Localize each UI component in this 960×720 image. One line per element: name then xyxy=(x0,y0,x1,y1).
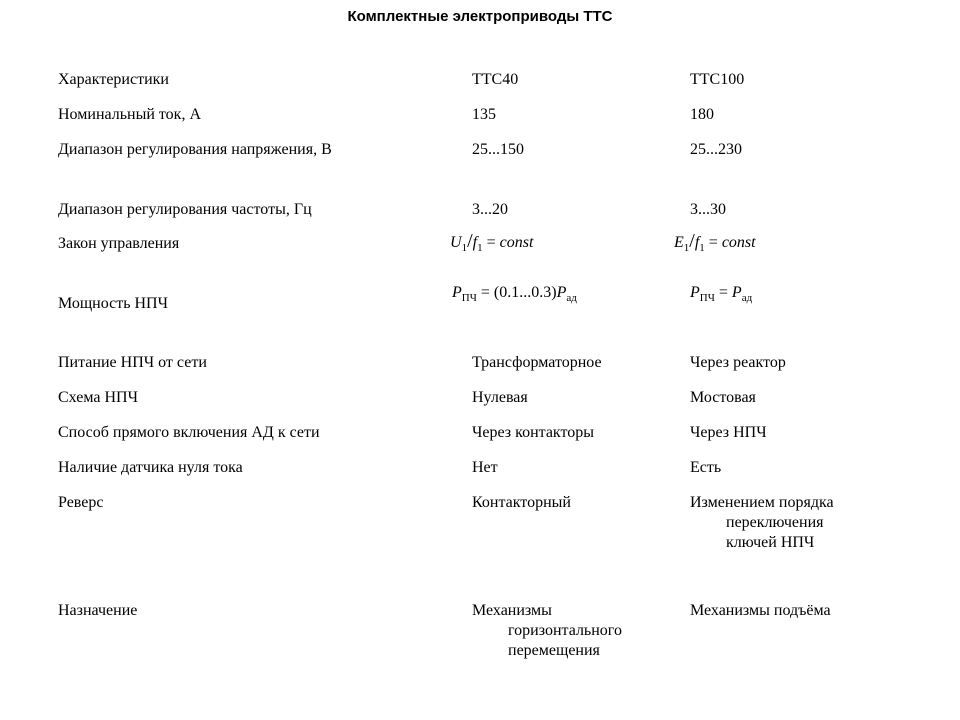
control-law-formula: $E_1/f_1$ = const xyxy=(674,230,756,254)
row-label: Диапазон регулирования напряжения, В xyxy=(58,141,332,158)
row-value: 3...20 xyxy=(472,201,508,218)
row-value: Нет xyxy=(472,459,498,476)
row-value: 3...30 xyxy=(690,201,726,218)
page-title: Комплектные электроприводы ТТС xyxy=(347,8,613,25)
row-value: Нулевая xyxy=(472,389,528,406)
row-value: Механизмы горизонтального перемещения xyxy=(472,602,622,659)
row-value: Через НПЧ xyxy=(690,424,767,441)
header-label: Характеристики xyxy=(58,71,169,88)
row-label: Наличие датчика нуля тока xyxy=(58,459,243,476)
power-formula: $P_{ПЧ} = P_{ад}$ xyxy=(690,284,753,304)
row-label: Диапазон регулирования частоты, Гц xyxy=(58,201,312,218)
row-label: Схема НПЧ xyxy=(58,389,138,406)
row-value: Трансформаторное xyxy=(472,354,602,371)
row-label: Реверс xyxy=(58,494,104,511)
row-value: Через реактор xyxy=(690,354,786,371)
control-law-formula: $U_1/f_1$ = const xyxy=(450,230,534,254)
row-value: 135 xyxy=(472,106,496,123)
header-col1: ТТС40 xyxy=(472,71,519,88)
row-label: Мощность НПЧ xyxy=(58,295,169,312)
row-label: Назначение xyxy=(58,602,138,619)
row-value: Есть xyxy=(690,459,722,476)
row-label: Способ прямого включения АД к сети xyxy=(58,424,320,441)
row-value: 180 xyxy=(690,106,714,123)
row-label: Питание НПЧ от сети xyxy=(58,354,207,371)
row-value: Контакторный xyxy=(472,494,571,511)
header-col2: ТТС100 xyxy=(690,71,745,88)
row-value: 25...150 xyxy=(472,141,524,158)
row-value: Изменением порядка переключения ключей НПЧ xyxy=(690,494,834,551)
row-label: Номинальный ток, А xyxy=(58,106,202,123)
row-value: 25...230 xyxy=(690,141,742,158)
row-value: Мостовая xyxy=(690,389,756,406)
row-value: Через контакторы xyxy=(472,424,595,441)
row-label: Закон управления xyxy=(58,235,180,252)
power-formula: $P_{ПЧ} = (0.1...0.3)P_{ад}$ xyxy=(452,284,577,304)
row-value: Механизмы подъёма xyxy=(690,602,831,619)
